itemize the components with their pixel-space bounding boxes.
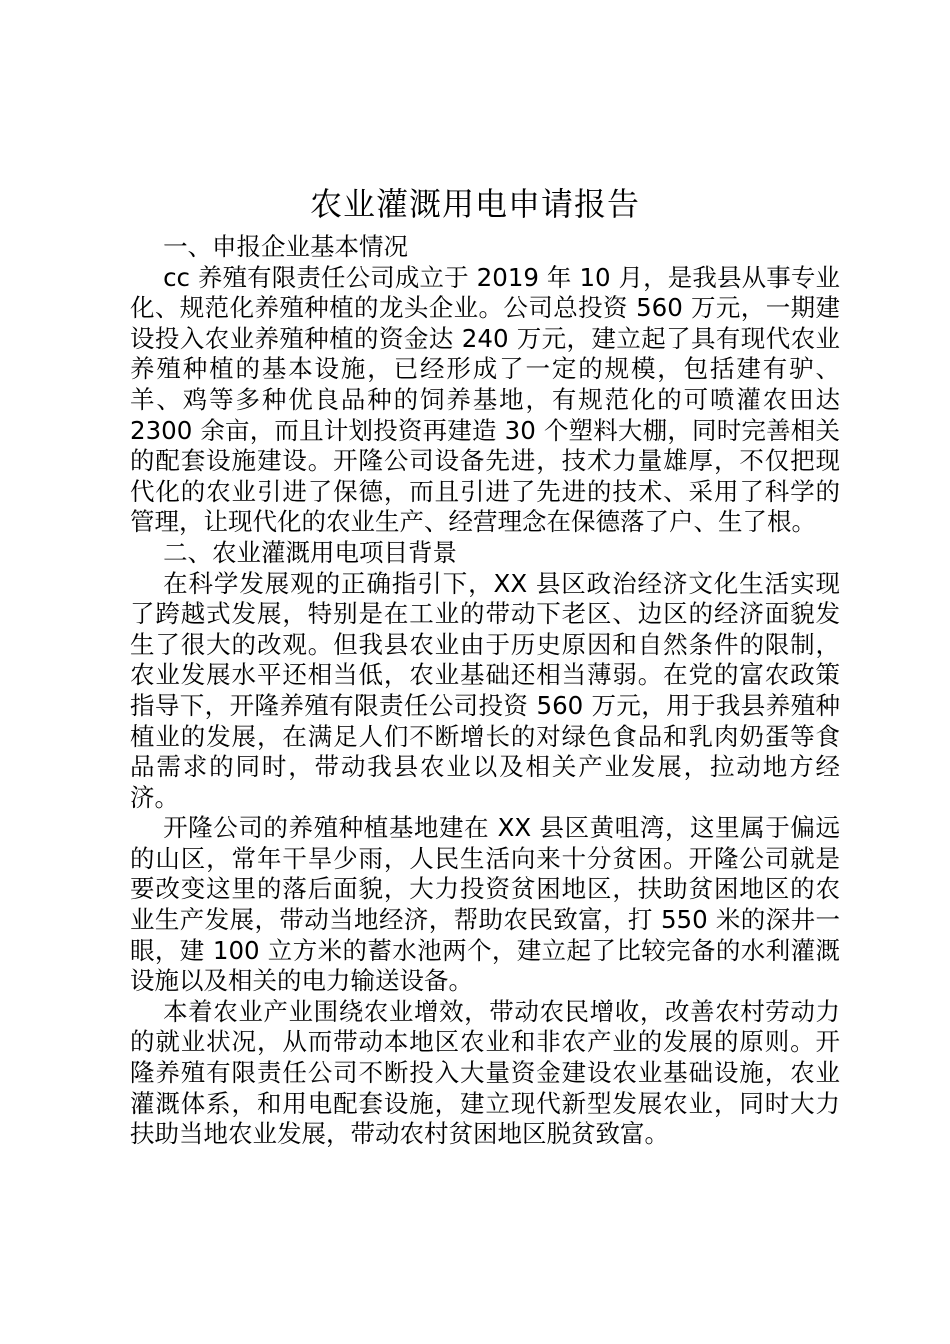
- section-heading-basic-info: 一、申报企业基本情况: [163, 232, 409, 261]
- paragraph-principles: 本着农业产业围绕农业增效，带动农民增收，改善农村劳动力的就业状况，从而带动本地区农业和非农产业的发展的原则。开隆养殖有限责任公司不断投入大量资金建设农业基础设施，农业灌溉体系，和用电配套设施，建立现代新型发展农业，同时大力扶助当地农业发展，带动农村贫困地区脱贫致富。: [130, 996, 840, 1149]
- document-body: [130, 232, 840, 1150]
- paragraph-base-location: 开隆公司的养殖种植基地建在 XX 县区黄咀湾，这里属于偏远的山区，常年干旱少雨，人民生活向来十分贫困。开隆公司就是要改变这里的落后面貌，大力投资贫困地区，扶助贫困地区的农业生产发展，带动当地经济，帮助农民致富，打 550 米的深井一眼，建 100 立方米的蓄水池两个，建立起了比较完备的水利灌溉设施以及相关的电力输送设备。: [130, 813, 840, 996]
- section-heading-project-background: 二、农业灌溉用电项目背景: [163, 537, 458, 567]
- paragraph-development-context: 在科学发展观的正确指引下，XX 县区政治经济文化生活实现了跨越式发展，特别是在工业的带动下老区、边区的经济面貌发生了很大的改观。但我县农业由于历史原因和自然条件的限制，农业发展水平还相当低，农业基础还相当薄弱。在党的富农政策指导下，开隆养殖有限责任公司投资 560 万元，用于我县养殖种植业的发展，在满足人们不断增长的对绿色食品和乳肉奶蛋等食品需求的同时，带动我县农业以及相关产业发展，拉动地方经济。: [130, 568, 840, 812]
- paragraph-company-intro: cc 养殖有限责任公司成立于 2019 年 10 月，是我县从事专业化、规范化养殖种植的龙头企业。公司总投资 560 万元，一期建设投入农业养殖种植的资金达 240 万元，建立起了具有现代农业养殖种植的基本设施，已经形成了一定的规模，包括建有驴、羊、鸡等多种优良品种的饲养基地，有规范化的可喷灌农田达 2300 余亩，而且计划投资再建造 30 个塑料大棚，同时完善相关的配套设施建设。开隆公司设备先进，技术力量雄厚，不仅把现代化的农业引进了保德，而且引进了先进的技术、采用了科学的管理，让现代化的农业生产、经营理念在保德落了户、生了根。: [130, 262, 840, 537]
- document-title: 农业灌溉用电申请报告: [309, 185, 640, 223]
